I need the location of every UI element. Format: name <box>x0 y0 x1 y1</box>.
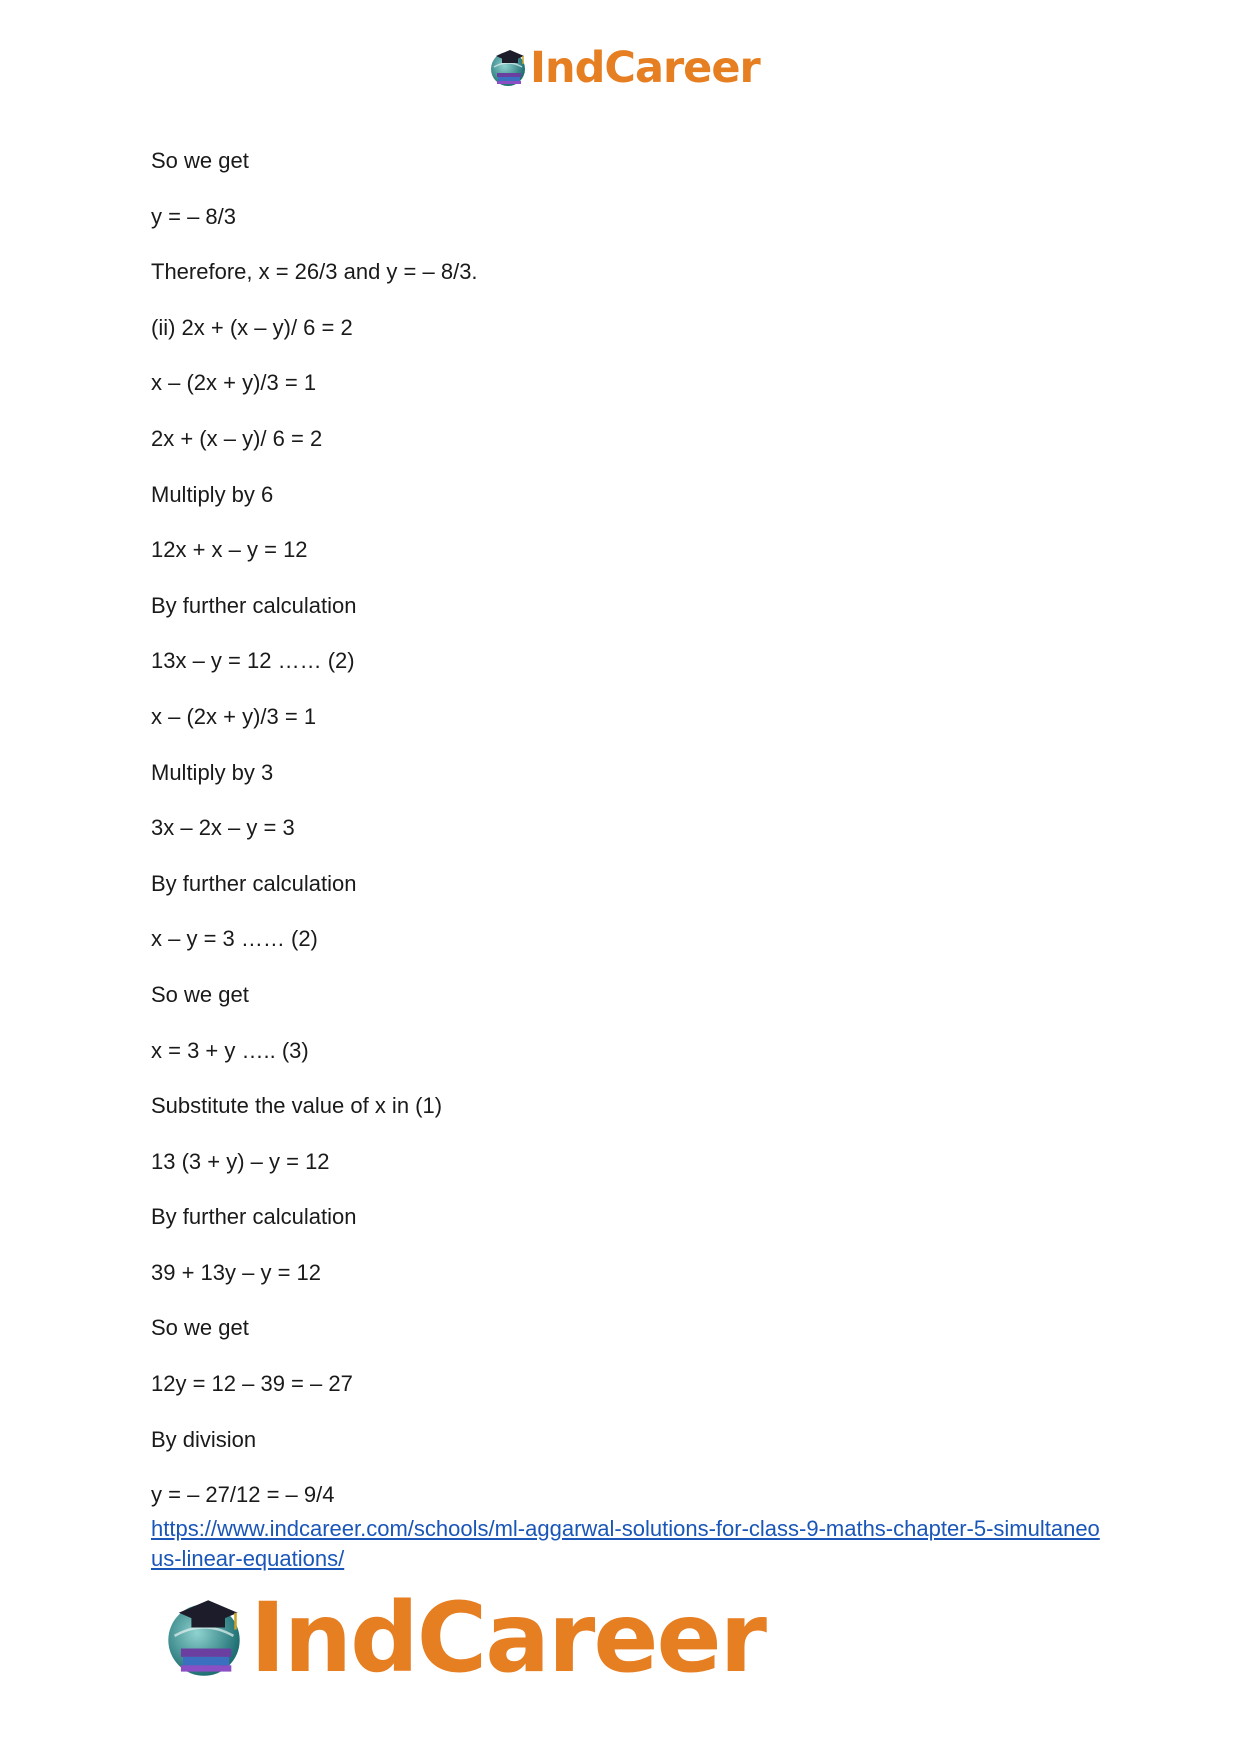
text-line: Substitute the value of x in (1) <box>151 1093 443 1119</box>
text-line: y = – 8/3 <box>151 203 237 229</box>
text-line: x – y = 3 …… (2) <box>151 926 318 952</box>
text-line: So we get <box>151 981 249 1007</box>
source-link[interactable]: https://www.indcareer.com/schools/ml-aggarwal-solutions-for-class-9-maths-chapter-5-simultaneous-linear-equations/ <box>151 1516 1100 1571</box>
text-line: Therefore, x = 26/3 and y = – 8/3. <box>151 259 478 285</box>
globe-graduation-cap-books-icon <box>162 1593 246 1683</box>
text-line: 3x – 2x – y = 3 <box>151 815 295 841</box>
text-line: By further calculation <box>151 592 357 618</box>
text-line: y = – 27/12 = – 9/4 <box>151 1482 335 1508</box>
text-line: By further calculation <box>151 1204 357 1230</box>
text-line: x – (2x + y)/3 = 1 <box>151 370 317 396</box>
footer-logo-text: IndCareer <box>250 1582 765 1694</box>
text-line: By division <box>151 1426 257 1452</box>
text-line: 2x + (x – y)/ 6 = 2 <box>151 425 323 451</box>
text-line: By further calculation <box>151 870 357 896</box>
text-line: 13 (3 + y) – y = 12 <box>151 1148 330 1174</box>
footer-logo <box>162 1582 765 1694</box>
text-line: So we get <box>151 148 249 173</box>
solution-content <box>151 148 1111 1538</box>
text-line: 39 + 13y – y = 12 <box>151 1259 322 1285</box>
header-logo-text: IndCareer <box>530 42 760 93</box>
header-logo <box>488 44 760 92</box>
globe-graduation-cap-books-icon <box>488 47 528 89</box>
text-line: (ii) 2x + (x – y)/ 6 = 2 <box>151 314 353 340</box>
text-line: Multiply by 6 <box>151 481 274 507</box>
text-line: x – (2x + y)/3 = 1 <box>151 703 317 729</box>
text-line: 12x + x – y = 12 <box>151 537 308 563</box>
text-line: x = 3 + y ….. (3) <box>151 1037 309 1063</box>
text-line: 12y = 12 – 39 = – 27 <box>151 1371 353 1397</box>
text-line: Multiply by 3 <box>151 759 274 785</box>
text-line: 13x – y = 12 …… (2) <box>151 648 355 674</box>
text-line: So we get <box>151 1315 249 1341</box>
